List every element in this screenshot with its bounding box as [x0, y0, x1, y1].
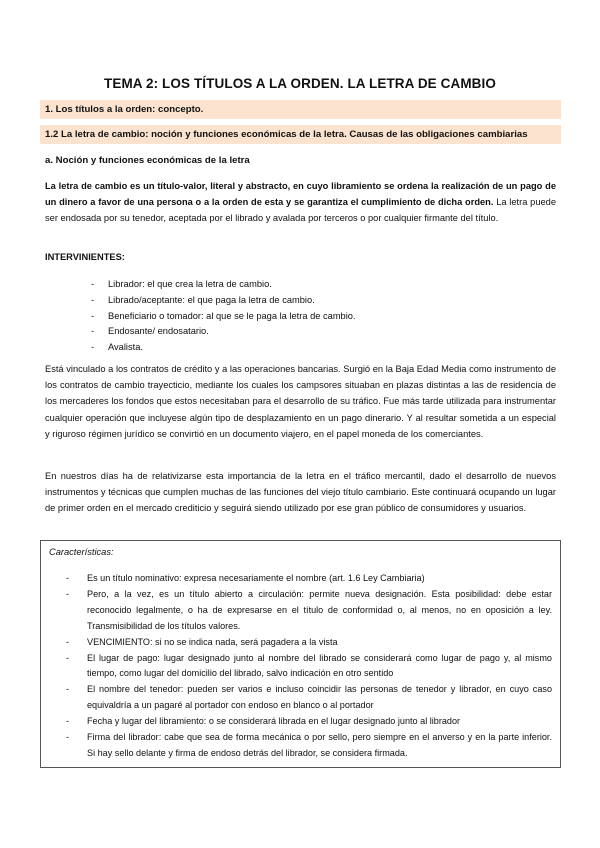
list-item: - Avalista.: [91, 340, 356, 356]
characteristics-box: [40, 540, 561, 768]
list-item: - Librador: el que crea la letra de cambio.: [91, 277, 356, 293]
list-item: - VENCIMIENTO: si no se indica nada, será pagadera a la vista: [66, 635, 552, 651]
subsection-heading-a: a. Noción y funciones económicas de la letra: [45, 155, 250, 166]
definition-bold-text: La letra de cambio es un título-valor, literal y abstracto, en cuyo libramiento se ordena la realización de un pago de un dinero a favor de una persona o a la orden de esta y se garantiza el cumplimiento de dicha orden.: [45, 181, 556, 208]
list-item: - Endosante/ endosatario.: [91, 324, 356, 340]
page-title: TEMA 2: LOS TÍTULOS A LA ORDEN. LA LETRA DE CAMBIO: [104, 76, 496, 91]
list-item: - Firma del librador: cabe que sea de forma mecánica o por sello, pero siempre en el anverso y en la parte inferior. Si hay sello delante y firma de endoso detrás del librador, se considera firmada.: [66, 730, 552, 762]
list-item: - Es un título nominativo: expresa necesariamente el nombre (art. 1.6 Ley Cambiaria): [66, 571, 552, 587]
intervinientes-list: [91, 277, 356, 356]
history-paragraph: Está vinculado a los contratos de crédito y a las operaciones bancarias. Surgió en la Baja Edad Media como instrumento de los contratos de cambio trayecticio, mediante los cuales los campsores situaban en plazas distintas a las de residencia de los mercaderes los fondos que estos necesitaban para el desarrollo de su tráfico. Fue más tarde utilizada para instrumentar cualquier operación que incluyese algún tipo de desplazamiento en un pago dinerario. Y al resultar sometida a un especial y riguroso régimen jurídico se convirtió en un documento viajero, en el papel moneda de los comerciantes.: [45, 364, 556, 439]
section-heading-1: 1. Los títulos a la orden: concepto.: [40, 100, 561, 119]
definition-rest-text: La letra puede ser endosada por su tenedor, aceptada por el librado y avalada por terceros o por cualquier firmante del título.: [45, 197, 557, 224]
list-item: - El nombre del tenedor: pueden ser varios e incluso coincidir las personas de tenedor y librador, en cuyo caso equivaldría a un pagaré al portador con endoso en blanco o al portador: [66, 682, 552, 714]
list-item: - Beneficiario o tomador: al que se le paga la letra de cambio.: [91, 309, 356, 325]
characteristics-list: [66, 571, 552, 762]
list-item: - Pero, a la vez, es un título abierto a circulación: permite nueva designación. Esta posibilidad: debe estar reconocido legalmente, o ha de expresarse en el título de conformidad o, al menos, no en oposición a ley. Transmisibilidad de los títulos valores.: [66, 587, 552, 635]
list-item: - Librado/aceptante: el que paga la letra de cambio.: [91, 293, 356, 309]
intervinientes-label: INTERVINIENTES:: [45, 252, 125, 262]
today-paragraph: En nuestros días ha de relativizarse esta importancia de la letra en el tráfico mercantil, dado el desarrollo de nuevos instrumentos y técnicas que cumplen muchas de las funciones del viejo título cambiario. Este continuará ocupando un lugar de primer orden en el mercado crediticio y seguirá siendo utilizado por ese gran público de consumidores y usuarios.: [45, 471, 556, 514]
definition-paragraph: [45, 178, 556, 227]
list-item: - Fecha y lugar del libramiento: o se considerará librada en el lugar designado junto al librador: [66, 714, 552, 730]
section-heading-1-2: 1.2 La letra de cambio: noción y funciones económicas de la letra. Causas de las obligaciones cambiarias: [40, 125, 561, 144]
characteristics-title: Características:: [49, 547, 114, 557]
list-item: - El lugar de pago: lugar designado junto al nombre del librado se considerará como lugar de pago y, al mismo tiempo, como lugar del domicilio del librado, salvo indicación en otro sentido: [66, 651, 552, 683]
